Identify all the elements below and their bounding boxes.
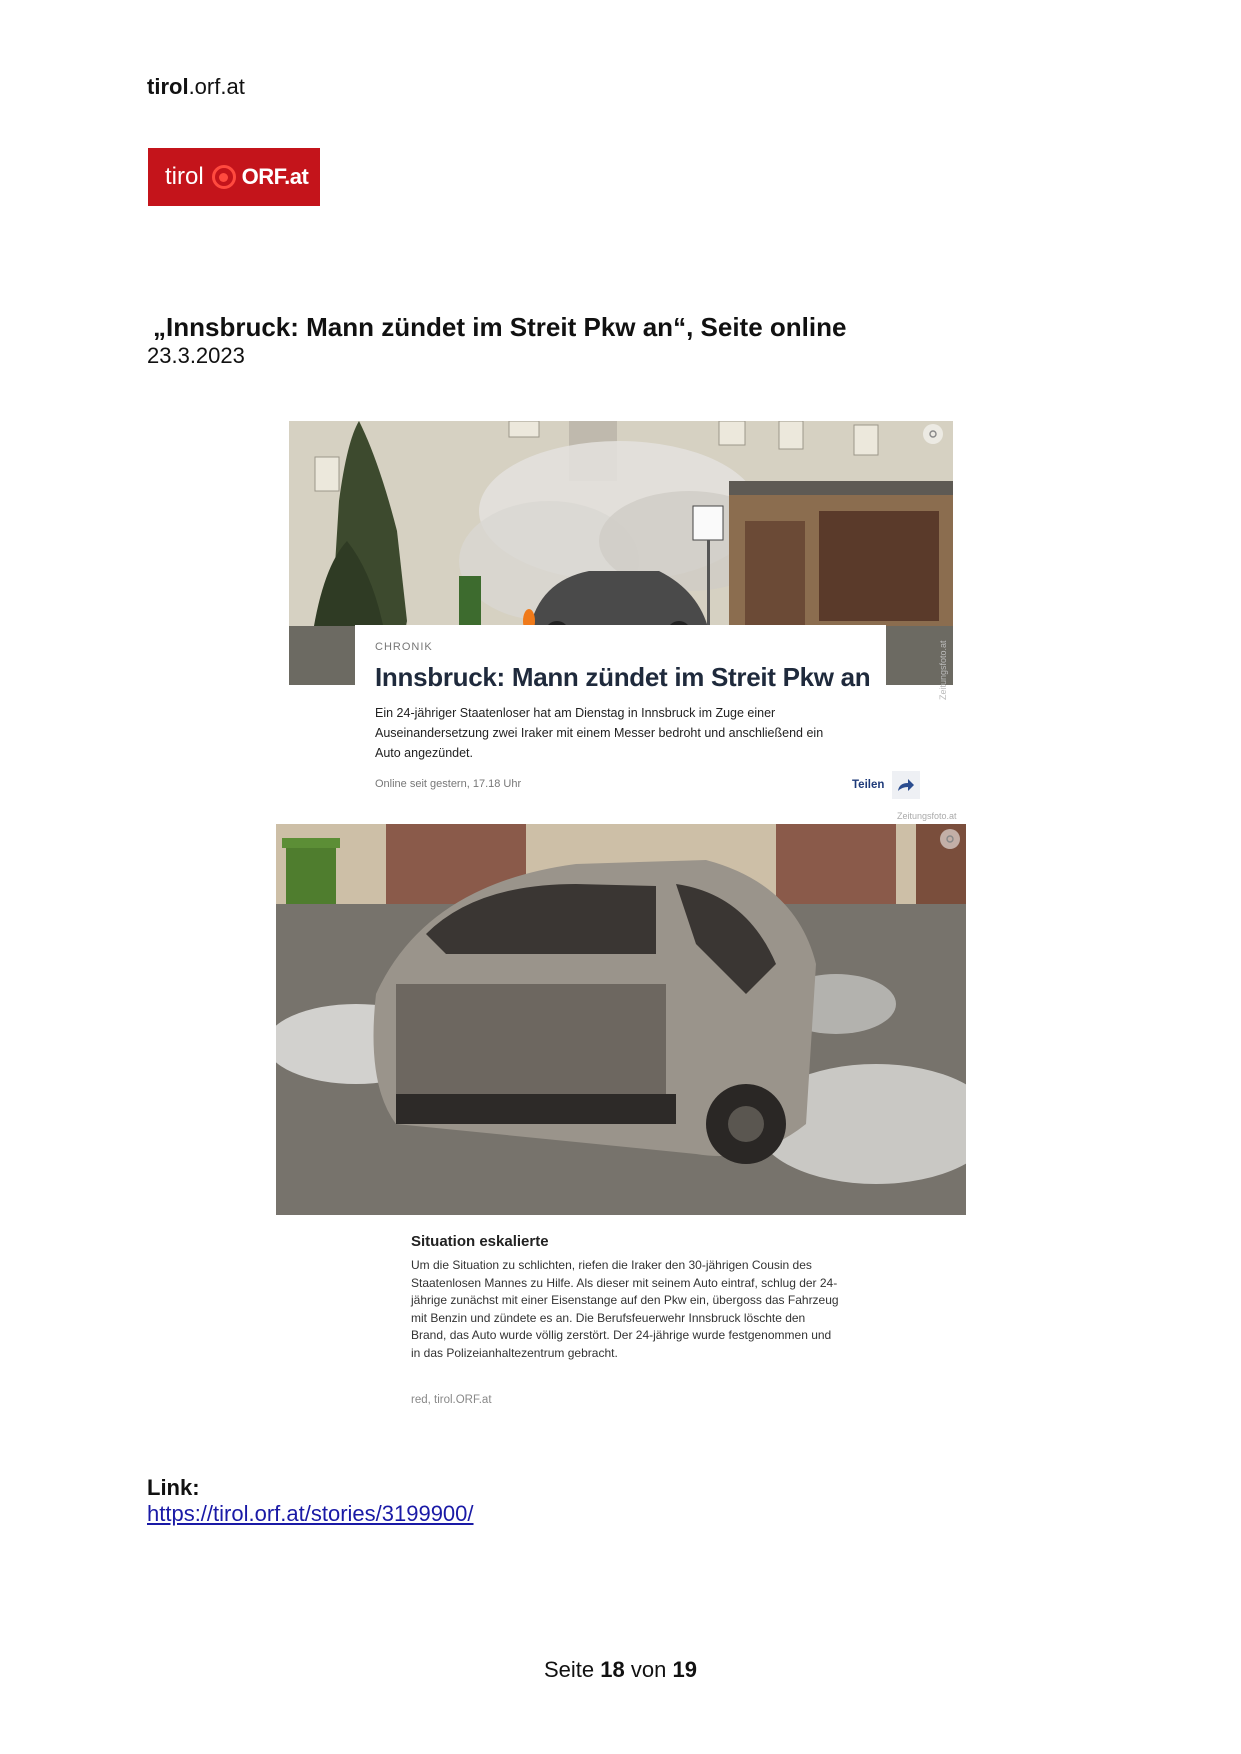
photo-credit: Zeitungsfoto.at xyxy=(938,640,948,700)
source-link[interactable]: https://tirol.orf.at/stories/3199900/ xyxy=(147,1501,474,1526)
article-photo-burnt-car xyxy=(276,824,966,1215)
share-arrow-icon xyxy=(892,771,920,799)
document-date: 23.3.2023 xyxy=(147,343,245,368)
link-label: Link: xyxy=(147,1475,200,1500)
article-timestamp: Online seit gestern, 17.18 Uhr xyxy=(375,778,522,790)
site-domain: tirol.orf.at xyxy=(147,74,245,99)
section-heading: Situation eskalierte xyxy=(411,1233,549,1250)
article-source: red, tirol.ORF.at xyxy=(411,1394,492,1406)
article-category: CHRONIK xyxy=(375,641,433,653)
orf-tirol-logo: tirol ORF.at xyxy=(148,148,320,206)
article-lead: Ein 24-jähriger Staatenloser hat am Dienstag in Innsbruck im Zuge einer Auseinandersetzung zwei Iraker mit einem Messer bedroht und anschließend ein Auto angezündet. xyxy=(375,706,824,760)
document-title: „Innsbruck: Mann zündet im Streit Pkw an“, Seite online xyxy=(153,312,847,342)
article-body: Um die Situation zu schlichten, riefen die Iraker den 30-jährigen Cousin des Staatenlosen Mannes zu Hilfe. Als dieser mit seinem Auto eintraf, schlug der 24-jährige zunächst mit einer Eisenstange auf den Pkw ein, übergoss das Fahrzeug mit Benzin und zündete es an. Die Berufsfeuerwehr Innsbruck löschte den Brand, das Auto wurde völlig zerstört. Der 24-jährige wurde festgenommen und in das Polizeianhaltezentrum gebracht. xyxy=(411,1258,839,1360)
share-button[interactable] xyxy=(852,771,920,799)
zoom-icon[interactable] xyxy=(940,829,960,849)
orf-ring-icon xyxy=(212,165,236,189)
page-footer: Seite 18 von 19 xyxy=(544,1657,697,1682)
photo-credit: Zeitungsfoto.at xyxy=(897,811,957,821)
article-card xyxy=(355,625,886,800)
article-headline[interactable]: Innsbruck: Mann zündet im Streit Pkw an xyxy=(375,662,871,692)
share-label: Teilen xyxy=(852,779,885,791)
zoom-icon[interactable] xyxy=(923,424,943,444)
